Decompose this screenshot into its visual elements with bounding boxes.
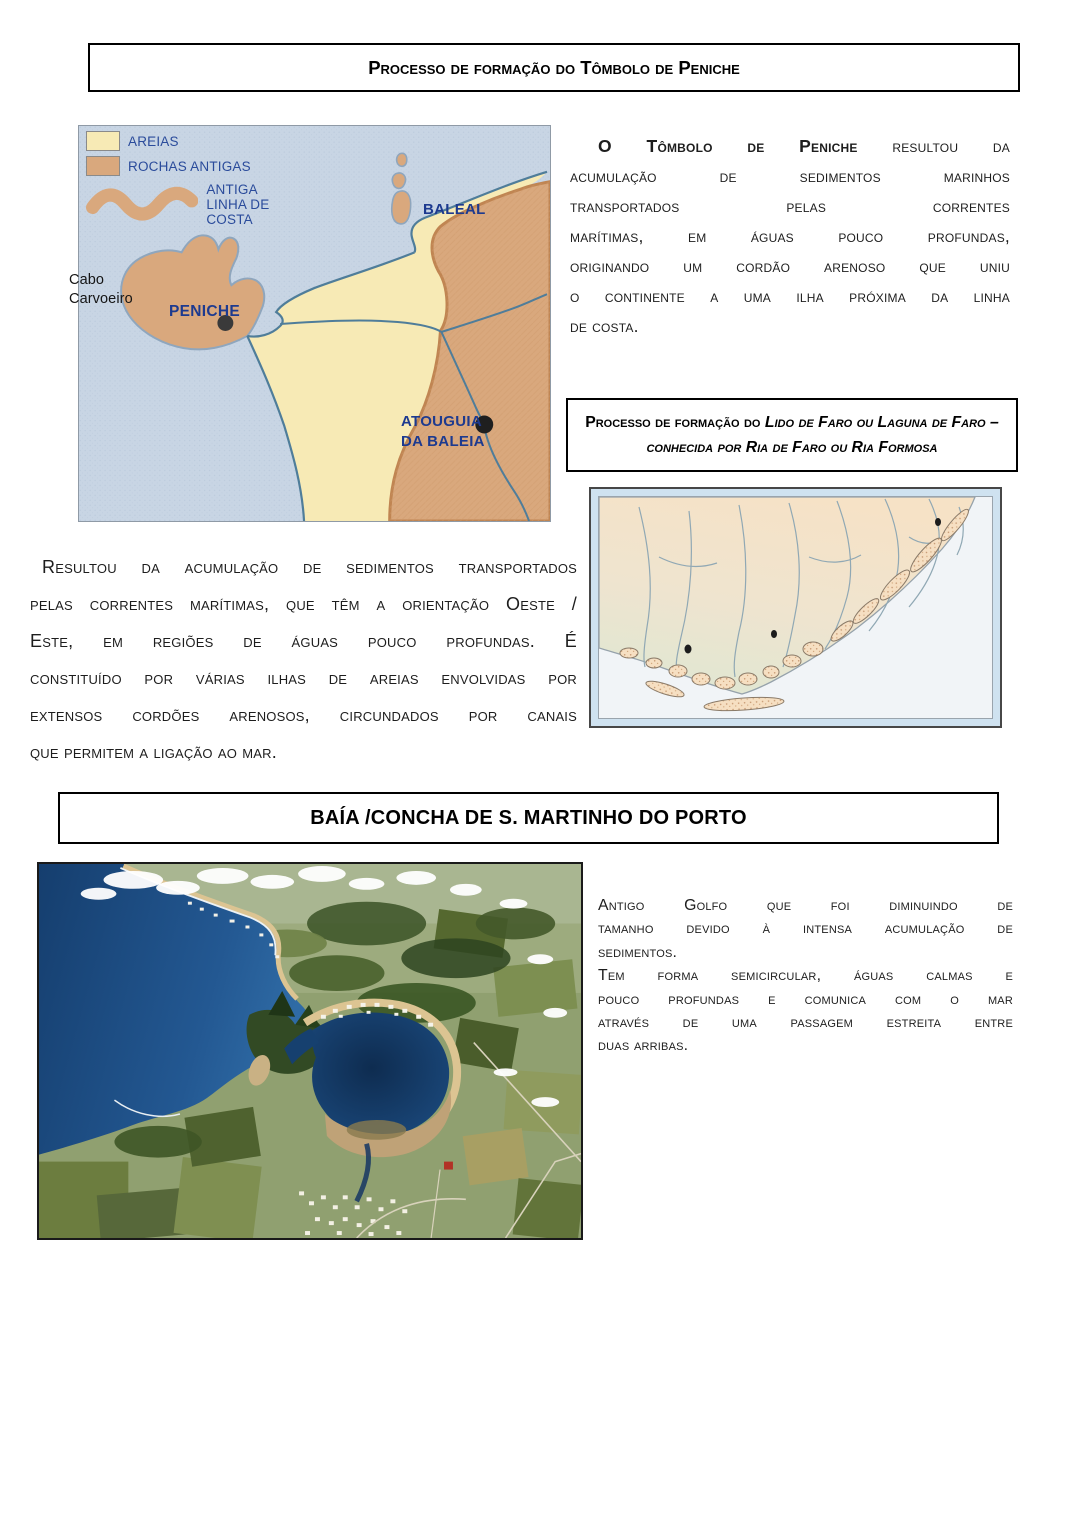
aerial-photo-illustration [39,864,581,1238]
map-label-cabo-carvoeiro: Cabo Carvoeiro [69,272,133,307]
title-faro-text: Processo de formação do Lido de Faro ou Laguna de Faro – conhecida por Ria de Faro ou Ria Formosa [585,414,999,456]
paragraph-line: pouco profundas e comunica com o mar [598,990,1013,1008]
paragraph-line: constituído por várias ilhas de areias envolvidas por [30,668,577,688]
tombolo-bold-lead: O Tômbolo de Peniche [598,136,858,156]
paragraph-line: acumulação de sedimentos marinhos [570,166,1010,186]
bay-water [309,1013,449,1137]
paragraph-line: extensos cordões arenosos, circundados por canais [30,705,577,725]
marsh [347,1120,407,1140]
title-faro-italic: Lido de Faro ou Laguna de Faro – conhecida por Ria de Faro ou Ria Formosa [646,414,999,456]
map-label-atouguia: ATOUGUIA DA BALEIA [401,413,485,450]
paragraph-line: Resultou da acumulação de sedimentos transportados [42,557,577,577]
title-smartinho-text: BAÍA /CONCHA DE S. MARTINHO DO PORTO [310,806,747,829]
legend-swatch-areias [86,131,120,151]
paragraph-line: pelas correntes marítimas, que têm a orientação Oeste / [30,594,577,614]
peniche-map [69,125,551,522]
paragraph-line: O Tômbolo de Peniche resultou da [598,136,1010,156]
red-roof-building [444,1162,453,1170]
paragraph-line: transportados pelas correntes [570,196,1010,216]
title-box-faro [566,398,1018,472]
paragraph-faro [30,549,577,771]
paragraph-line: marítimas, em águas pouco profundas, [570,226,1010,246]
paragraph-line: Tem forma semicircular, águas calmas e [598,967,1013,985]
legend-row-antiga-linha [86,181,296,227]
aerial-photo-smartinho [37,862,583,1240]
title-box-tombolo [88,43,1020,92]
paragraph-line: de costa. [570,316,639,336]
legend-swatch-rochas [86,156,120,176]
legend-row-areias [86,131,179,151]
paragraph-line: o continente a uma ilha próxima da linha [570,286,1010,306]
paragraph-line: sedimentos. [598,943,678,961]
paragraph-line: originando um cordão arenoso que uniu [570,256,1010,276]
map-label-baleal: BALEAL [423,201,486,218]
paragraph-line: através de uma passagem estreita entre [598,1014,1013,1032]
ria-formosa-illustration [599,497,992,718]
legend-row-rochas [86,156,251,176]
legend-label-rochas: ROCHAS ANTIGAS [128,158,251,174]
paragraph-line: Antigo Golfo que foi diminuindo de [598,897,1013,914]
paragraph-line: tamanho devido à intensa acumulação de [598,920,1013,938]
paragraph-line: duas arribas. [598,1037,689,1055]
title-tombolo-text: Processo de formação do Tômbolo de Peniche [368,56,740,78]
paragraph-tombolo [570,131,1010,341]
title-box-smartinho [58,792,999,844]
legend-label-areias: AREIAS [128,133,179,149]
ria-formosa-drawing [598,496,993,719]
legend-label-antiga-linha: ANTIGA LINHA DE COSTA [206,181,270,227]
paragraph-line: que permitem a ligação ao mar. [30,742,277,762]
map-label-peniche: PENICHE [169,303,241,320]
legend-wavy-line-icon [86,181,198,227]
paragraph-smartinho [598,894,1013,1058]
ria-formosa-figure [589,487,1002,728]
paragraph-line: Este, em regiões de águas pouco profundas. É [30,631,577,651]
